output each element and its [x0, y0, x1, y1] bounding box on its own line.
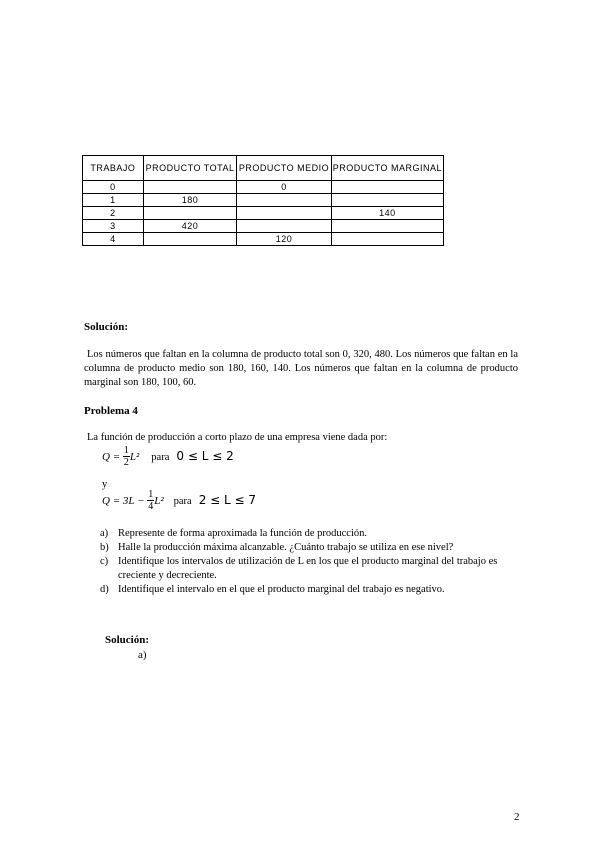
table-cell: 3 [83, 220, 144, 233]
conjunction-y: y [102, 479, 108, 490]
item-text: Identifique los intervalos de utilización de L en los que el producto marginal del trabajo es creciente y decreciente. [118, 556, 498, 581]
questions-list [84, 527, 514, 597]
equation-1 [102, 445, 234, 468]
table-cell: 0 [237, 181, 331, 194]
eq2-para: para [173, 496, 192, 508]
list-item [84, 527, 514, 541]
eq2-rhs: L² [154, 495, 164, 508]
table-cell [331, 220, 443, 233]
item-text: Halle la producción máxima alcanzable. ¿Cuánto trabajo se utiliza en ese nivel? [118, 542, 454, 553]
solucion-heading-2: Solución: [105, 634, 150, 646]
eq2-den: 4 [148, 501, 154, 512]
item-label: d) [100, 584, 109, 595]
list-item [84, 541, 514, 555]
table-cell: 140 [331, 207, 443, 220]
table-cell [331, 233, 443, 246]
table-cell [143, 207, 236, 220]
table-cell [331, 181, 443, 194]
eq1-den: 2 [123, 457, 129, 468]
eq1-lhs: Q = [102, 451, 123, 464]
list-item [84, 555, 514, 583]
eq1-fraction [123, 445, 130, 468]
header-producto-medio: PRODUCTO MEDIO [237, 156, 331, 181]
table-cell [331, 194, 443, 207]
eq1-num: 1 [123, 445, 129, 456]
item-text: Identifique el intervalo en el que el producto marginal del trabajo es negativo. [118, 584, 445, 595]
item-label: c) [100, 556, 109, 567]
table-cell: 180 [143, 194, 236, 207]
eq2-range: 2 ≤ L ≤ 7 [198, 493, 257, 508]
header-producto-marginal: PRODUCTO MARGINAL [331, 156, 443, 181]
item-label: b) [100, 542, 109, 553]
table-cell: 4 [83, 233, 144, 246]
solucion-text-1: Los números que faltan en la columna de producto total son 0, 320, 480. Los números que faltan en la columna de producto medio son 180, 160, 140. Los números que faltan en la columna de producto marginal son 180, 100, 60. [84, 349, 518, 388]
problema-intro: La función de producción a corto plazo de una empresa viene dada por: [87, 432, 388, 443]
header-trabajo: TRABAJO [83, 156, 144, 181]
solucion-heading-1: Solución: [84, 321, 129, 333]
table-cell [237, 194, 331, 207]
table-row [83, 207, 444, 220]
table-cell: 0 [83, 181, 144, 194]
list-item [84, 583, 514, 597]
eq1-para: para [151, 452, 170, 464]
table-cell [143, 233, 236, 246]
table-row [83, 181, 444, 194]
table-cell [237, 220, 331, 233]
eq1-range: 0 ≤ L ≤ 2 [176, 449, 234, 464]
table-cell: 420 [143, 220, 236, 233]
table-row [83, 220, 444, 233]
item-label: a) [100, 528, 109, 539]
eq1-rhs: L² [129, 451, 140, 464]
solucion-sub-a: a) [138, 649, 147, 661]
equation-2 [102, 489, 256, 512]
item-text: Represente de forma aproximada la función de producción. [118, 528, 367, 539]
table-row [83, 233, 444, 246]
table-row [83, 194, 444, 207]
table-cell [143, 181, 236, 194]
table-cell: 2 [83, 207, 144, 220]
eq2-num: 1 [148, 489, 154, 500]
header-producto-total: PRODUCTO TOTAL [143, 156, 236, 181]
table-cell: 120 [237, 233, 331, 246]
eq2-lhs: Q = 3L − [102, 495, 148, 508]
problema-heading: Problema 4 [84, 405, 138, 417]
table-cell: 1 [83, 194, 144, 207]
page-number: 2 [514, 811, 520, 823]
production-table [82, 155, 444, 246]
table-cell [237, 207, 331, 220]
